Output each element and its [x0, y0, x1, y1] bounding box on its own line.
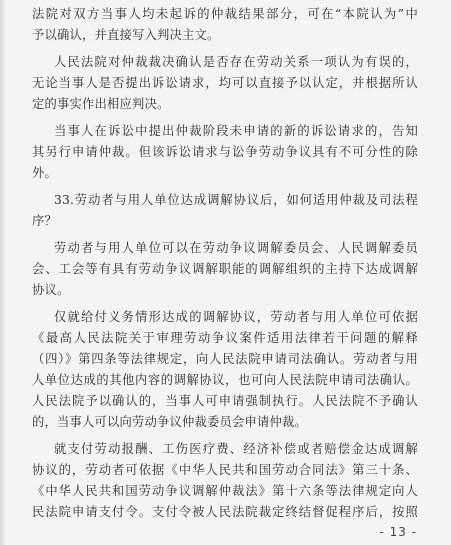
text-line: 法院对双方当事人均未起诉的仲裁结果部分，可在“本院认为”中: [32, 7, 418, 21]
page-number: - 13 -: [379, 525, 417, 539]
text-line: （四）》第四条等法律规定，向人民法院申请司法确认。劳动者与用: [32, 352, 418, 366]
text-line: 会、工会等有具有劳动争议调解职能的调解组织的主持下达成调解: [32, 262, 418, 276]
text-line: 人民法院予以确认的，当事人可申请强制执行。人民法院不予确认: [32, 394, 418, 408]
text-line: 定的事实作出相应判决。: [32, 97, 170, 111]
section-heading-line: 序？: [32, 214, 57, 228]
text-line: 人单位达成的其他内容的调解协议，也可向人民法院申请司法确认。: [32, 373, 418, 387]
text-line: 《中华人民共和国劳动争议调解仲裁法》第十六条等法律规定向人: [32, 484, 418, 498]
section-heading-line: 33.劳动者与用人单位达成调解协议后，如何适用仲裁及司法程: [54, 193, 418, 207]
text-line: 人民法院对仲裁裁决确认是否存在劳动关系一项认为有误的，: [54, 55, 418, 69]
text-line: 协议。: [32, 283, 70, 297]
text-line: 劳动者与用人单位可以在劳动争议调解委员会、人民调解委员: [54, 241, 418, 255]
text-line: 当事人在诉讼中提出仲裁阶段未申请的新的诉讼请求的，告知: [54, 124, 418, 138]
text-line: 予以确认，并直接写入判决主文。: [32, 28, 220, 42]
text-line: 就支付劳动报酬、工伤医疗费、经济补偿或者赔偿金达成调解: [54, 442, 418, 456]
text-line: 的，当事人可以向劳动争议仲裁委员会申请仲裁。: [32, 415, 307, 429]
text-line: 《最高人民法院关于审理劳动争议案件适用法律若干问题的解释: [32, 331, 418, 345]
text-line: 外。: [32, 166, 57, 180]
text-line: 其另行申请仲裁。但该诉讼请求与讼争劳动争议具有不可分性的除: [32, 145, 418, 159]
text-line: 无论当事人是否提出诉讼请求，均可以直接予以认定，并根据所认: [32, 76, 418, 90]
text-line: 民法院申请支付令。支付令被人民法院裁定终结督促程序后，按照: [32, 505, 418, 519]
text-line: 协议的，劳动者可依据《中华人民共和国劳动合同法》第三十条、: [32, 463, 418, 477]
text-line: 仅就给付义务情形达成的调解协议，劳动者与用人单位可依据: [54, 310, 418, 324]
page-edge-shadow: [0, 0, 6, 545]
